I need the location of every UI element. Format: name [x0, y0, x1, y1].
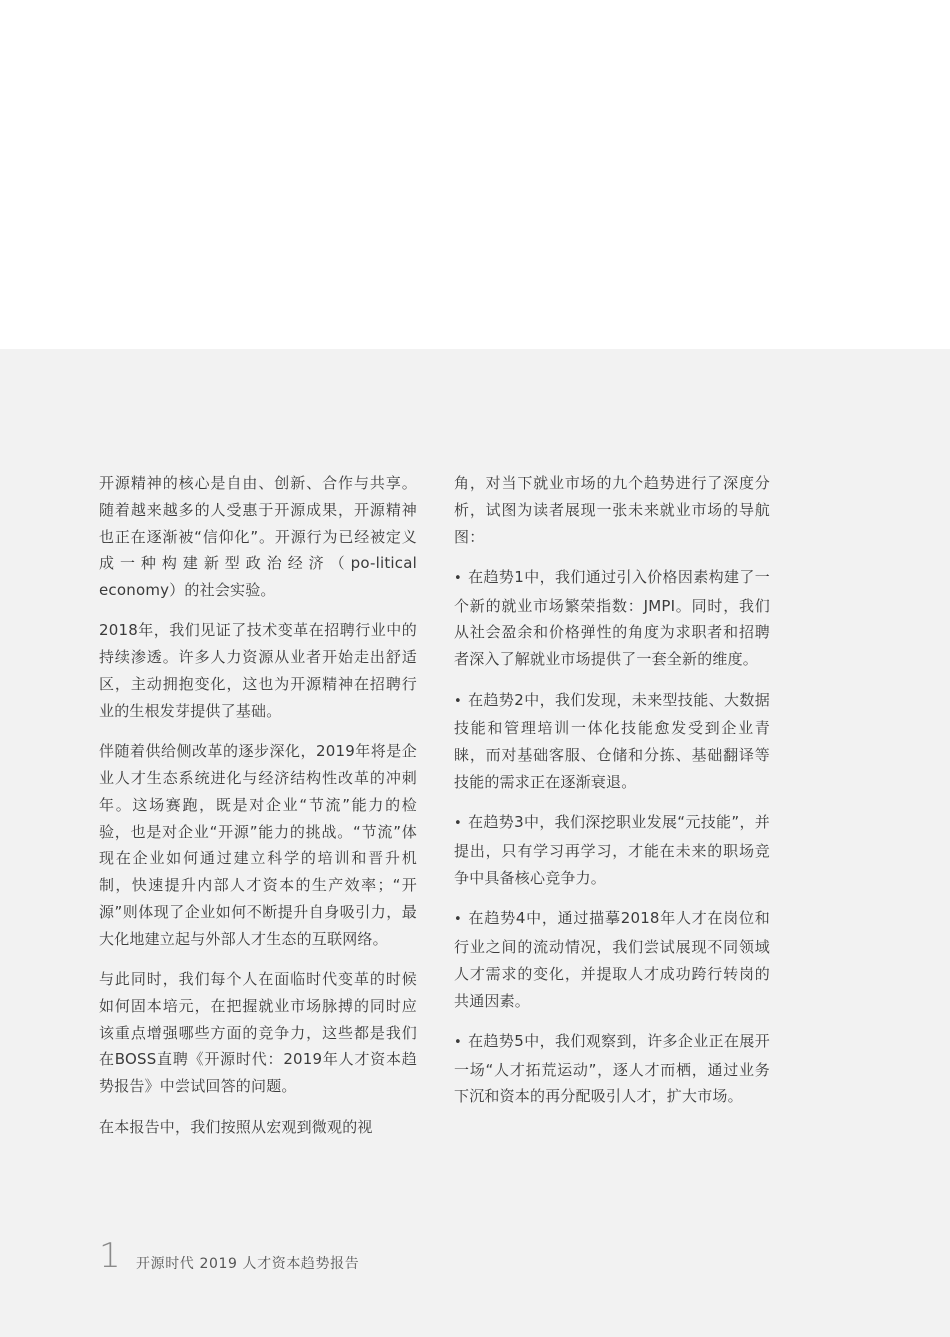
report-title: 开源时代 2019 人才资本趋势报告 [136, 1256, 360, 1272]
paragraph: 伴随着供给侧改革的逐步深化，2019年将是企业人才生态系统进化与经济结构性改革的冲刺年。这场赛跑，既是对企业“节流”能力的检验，也是对企业“开源”能力的挑战。“节流”体现在企业如何通过建立科学的培训和晋升机制，快速提升内部人才资本的生产效率；“开源”则体现了企业如何不断提升自身吸引力，最大化地建立起与外部人才生态的互联网络。 [99, 742, 417, 948]
page-footer [99, 1236, 499, 1276]
paragraph-intro: 角，对当下就业市场的九个趋势进行了深度分析，试图为读者展现一张未来就业市场的导航图： [454, 474, 770, 546]
paragraph: 与此同时，我们每个人在面临时代变革的时候如何固本培元，在把握就业市场脉搏的同时应该重点增强哪些方面的竞争力，这些都是我们在BOSS直聘《开源时代：2019年人才资本趋势报告》中尝试回答的问题。 [99, 970, 417, 1096]
bullet-dot: • [454, 570, 462, 586]
bullet-text: 在趋势1中，我们通过引入价格因素构建了一个新的就业市场繁荣指数：JMPI。同时，我们从社会盈余和价格弹性的角度为求职者和招聘者深入了解就业市场提供了一套全新的维度。 [454, 567, 770, 669]
bullet-dot: • [454, 816, 462, 832]
paragraph: 2018年，我们见证了技术变革在招聘行业中的持续渗透。许多人力资源从业者开始走出舒适区，主动拥抱变化，这也为开源精神在招聘行业的生根发芽提供了基础。 [99, 621, 417, 720]
right-text-column [454, 470, 770, 1124]
top-blank-area [0, 0, 950, 349]
bullet-dot: • [454, 1034, 462, 1050]
bullet-dot: • [454, 912, 462, 928]
bullet-item [454, 1028, 770, 1110]
paragraph: 开源精神的核心是自由、创新、合作与共享。随着越来越多的人受惠于开源成果，开源精神也正在逐渐被“信仰化”。开源行为已经被定义成一种构建新型政治经济（po-litical economy）的社会实验。 [99, 474, 417, 600]
bullet-item [454, 564, 770, 673]
bullet-text: 在趋势3中，我们深挖职业发展“元技能”，并提出，只有学习再学习，才能在未来的职场竞争中具备核心竞争力。 [454, 813, 770, 887]
bullet-item [454, 905, 770, 1014]
bullet-dot: • [454, 693, 462, 709]
bullet-item [454, 809, 770, 891]
bullet-text: 在趋势2中，我们发现，未来型技能、大数据技能和管理培训一体化技能愈发受到企业青睐，而对基础客服、仓储和分拣、基础翻译等技能的需求正在逐渐衰退。 [454, 690, 770, 791]
bullet-item [454, 687, 770, 796]
bullet-text: 在趋势4中，通过描摹2018年人才在岗位和行业之间的流动情况，我们尝试展现不同领域人才需求的变化，并提取人才成功跨行转岗的共通因素。 [454, 909, 770, 1010]
paragraph: 在本报告中，我们按照从宏观到微观的视 [99, 1117, 373, 1136]
bullet-text: 在趋势5中，我们观察到，许多企业正在展开一场“人才拓荒运动”，逐人才而栖，通过业务下沉和资本的再分配吸引人才，扩大市场。 [454, 1031, 770, 1106]
page-number: 1 [99, 1236, 121, 1276]
left-text-column [99, 470, 417, 1154]
